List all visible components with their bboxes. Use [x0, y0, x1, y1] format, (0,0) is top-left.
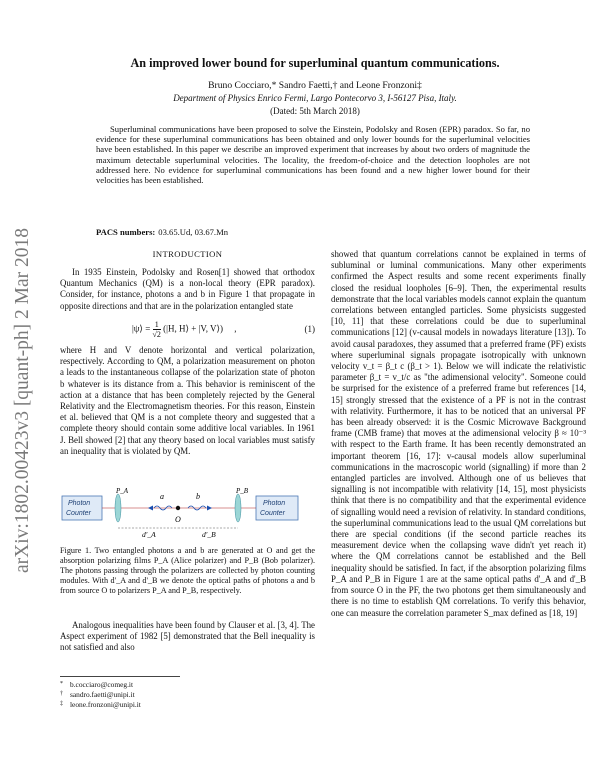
right-counter-label-2: Counter	[260, 510, 285, 517]
arxiv-stamp-text: arXiv:1802.00423v3 [quant-ph] 2 Mar 2018	[12, 228, 33, 573]
footnote-1-mark: *	[60, 681, 63, 687]
footnote-3-mark: ‡	[60, 701, 63, 707]
paper-title: An improved lower bound for superluminal quantum communications.	[130, 56, 500, 70]
equation-body	[132, 320, 237, 339]
footnote-1	[60, 680, 315, 690]
intro-paragraph-3: Analogous inequalities have been found by Clauser et al. [3, 4]. The Aspect experiment of 1982 [5] demonstrated that the Bell inequality is not satisfied and also	[60, 620, 315, 653]
figure-1-caption: Figure 1. Two entangled photons a and b are generated at O and get the absorption polarizing films P_A (Alice polarizer) and P_B (Bob polarizer). The photons passing through the polarizers are collected by photon counting modules. With d'_A and d'_B we denote the optical paths of photons a and b from source O to polarizers P_A and P_B, respectively.	[60, 546, 315, 595]
intro-paragraph-1: In 1935 Einstein, Podolsky and Rosen[1] showed that orthodox Quantum Mechanics (QM) is a non-local theory (EPR paradox). Consider, for instance, photons a and b in Figure 1 that propagate in opposite directions and that are in the polarization entangled state	[60, 267, 315, 311]
right-counter-label-1: Photon	[263, 500, 286, 507]
right-column	[331, 249, 586, 619]
left-counter-label-1: Photon	[68, 500, 91, 507]
photon-a-label: a	[160, 492, 164, 501]
affiliation: Department of Physics Enrico Fermi, Largo Pontecorvo 3, I-56127 Pisa, Italy.	[173, 93, 457, 103]
distance-a-label: d'_A	[142, 530, 156, 539]
intro-paragraph-2: where H and V denote horizontal and vertical polarization, respectively. According to QM, a polarization measurement on photon a leads to the instantaneous collapse of the polarization state of photon b whatever is its distance from a. This behavior is reminiscent of the action at a distance that has been completely rejected by the General Relativity and the Electromagnetism theories. For this reason, Einstein et al. believed that QM is a not complete theory and suggested that a complete theory should contain some additive local variables. In 1961 J. Bell showed [2] that any theory based on local variables must satisfy an inequality that is violated by QM.	[60, 345, 315, 456]
left-counter-label-2: Counter	[66, 510, 91, 517]
equation-rhs: (|H, H⟩ + |V, V⟩) ,	[163, 323, 237, 334]
source-origin-dot	[176, 506, 180, 510]
origin-label: O	[175, 515, 181, 524]
left-column-bottom	[60, 620, 315, 654]
pacs-line	[96, 227, 228, 237]
distance-b-label: d'_B	[202, 530, 216, 539]
equation-number: (1)	[304, 324, 315, 334]
footnote-2-mark: †	[60, 691, 63, 697]
figure-1-diagram	[60, 484, 315, 542]
polarizer-a-shape	[115, 494, 121, 522]
left-column-middle	[60, 345, 315, 457]
author-list: Bruno Cocciaro,* Sandro Faetti,† and Leone Fronzoni‡	[208, 80, 422, 91]
footnote-3-text: leone.fronzoni@unipi.it	[70, 700, 141, 709]
pacs-label: PACS numbers:	[96, 227, 156, 237]
figure-1	[60, 484, 315, 542]
photon-a-arrow	[148, 506, 153, 511]
equation-fraction	[153, 320, 161, 339]
arxiv-stamp	[0, 195, 44, 575]
footnote-2	[60, 690, 315, 700]
section-heading: INTRODUCTION	[152, 249, 223, 259]
fraction-numerator: 1	[153, 320, 161, 330]
left-column-top	[60, 267, 315, 312]
equation-1	[60, 316, 315, 344]
polarizer-b-label: P_B	[236, 487, 249, 495]
footnote-3	[60, 700, 315, 710]
abstract: Superluminal communications have been proposed to solve the Einstein, Podolsky and Rosen (EPR) paradox. So far, no evidence for these superluminal communications has been obtained and only lower bounds for the superluminal velocities have been established. In this paper we describe an improved experiment that increases by about two orders of magnitude the maximum detectable superluminal velocities. The locality, the freedom-of-choice and the detection loopholes are not addressed here. No evidence for superluminal communications has been found and a new higher lower bound for their velocities has been established.	[96, 124, 530, 186]
polarizer-a-label: P_A	[116, 487, 129, 495]
pacs-value: 03.65.Ud, 03.67.Mn	[158, 227, 229, 237]
footnote-rule	[60, 676, 180, 677]
right-column-text: showed that quantum correlations cannot be explained in terms of subluminal or luminal communications. Many other experiments confirmed the Aspect results and some recent experiments finally closed the residual loopholes [6–9]. Then, the experimental results demonstrate that the local variables models cannot explain the quantum correlations between entangled particles. Some physicists suggested [10, 11] that these correlations could be due to superluminal communications [12] (v-causal models in nowadays literature [13]). To avoid causal paradoxes, they assumed that a preferred frame (PF) exists where superluminal signals propagate isotropically with unknown velocity v_t = β_t c (β_t > 1). Below we will indicate the relativistic parameter β_t = v_t/c as "the adimensional velocity". Someone could be surprised for the existence of a preferred frame but references [14, 15] strongly stressed that the existence of a PF is not in the contrast with relativity. Furthermore, it has to be noticed that an universal PF has been already observed: it is the Cosmic Microwave Background frame (CMB frame) that moves at the adimensional velocity β ≈ 10⁻³ with respect to the Earth frame. It has been recently demonstrated an important theorem [16, 17]: v-causal models allow superluminal communications in the macroscopic world (signalling) if more than 2 entangled particles are involved. Although one of us believes that signalling is not incompatible with relativity [14, 15], most physicists think that there is no compatibility and that the experimental evidence of signalling would need a revision of relativity. In standard conditions, the superluminal communications lead to the usual QM correlations but there are special conditions (if the second particle reaches its measurement device when the collapsing wave didn't yet reach it) where the QM correlations cannot be established and the Bell inequality should be satisfied. In fact, if the absorption polarizing films P_A and P_B in Figure 1 are at the same optical paths d'_A and d'_B from source O in the PF, the two photons get them simultaneously and there is no time to establish QM correlations. To verify this behavior, one can measure the correlation parameter S_max defined as [18, 19]	[331, 249, 586, 618]
photon-b-arrow	[207, 506, 212, 511]
footnote-2-text: sandro.faetti@unipi.it	[70, 690, 135, 699]
fraction-denominator: √2	[152, 330, 161, 339]
footnotes	[60, 676, 315, 710]
equation-lhs: |ψ⟩ =	[132, 323, 151, 334]
photon-b-label: b	[196, 492, 200, 501]
date-line: (Dated: 5th March 2018)	[270, 106, 360, 116]
polarizer-b-shape	[235, 494, 241, 522]
footnote-1-text: b.cocciaro@comeg.it	[70, 680, 134, 689]
